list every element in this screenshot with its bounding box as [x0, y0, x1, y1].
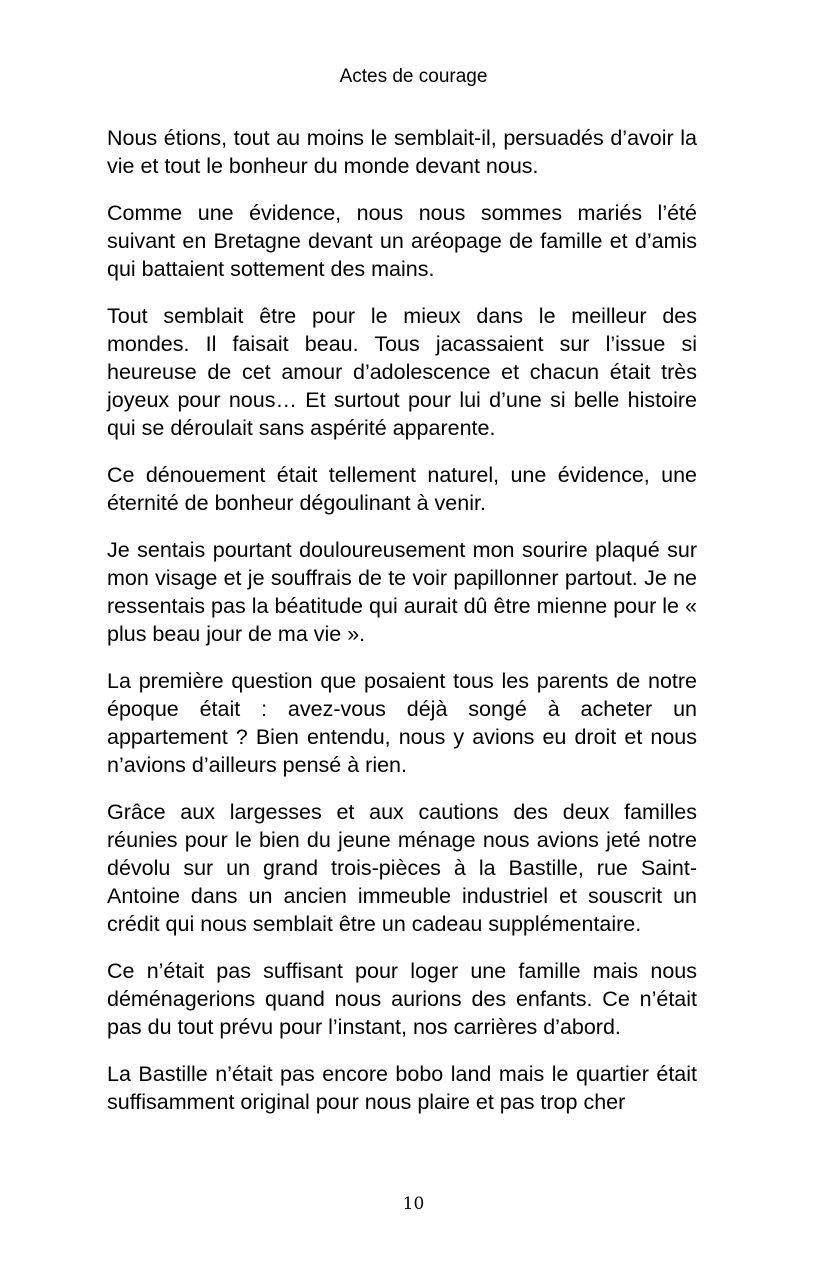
paragraph: Je sentais pourtant douloureusement mon sourire plaqué sur mon visage et je souffrais de te voir papillonner partout. Je ne ressentais pas la béatitude qui aurait dû être mienne pour le « plus beau jour de ma vie ».: [107, 538, 697, 646]
page-number: 10: [402, 1194, 425, 1214]
body-text: [107, 124, 697, 1116]
paragraph: Comme une évidence, nous nous sommes mariés l’été suivant en Bretagne devant un aréopage de famille et d’amis qui battaient sottement des mains.: [107, 201, 697, 281]
running-header-title: Actes de courage: [339, 66, 488, 87]
paragraph: Nous étions, tout au moins le semblait-il, persuadés d’avoir la vie et tout le bonheur du monde devant nous.: [107, 126, 697, 178]
paragraph: Grâce aux largesses et aux cautions des deux familles réunies pour le bien du jeune ménage nous avions jeté notre dévolu sur un grand trois-pièces à la Bastille, rue Saint-Antoine dans un ancien immeuble industriel et souscrit un crédit qui nous semblait être un cadeau supplémentaire.: [107, 800, 697, 936]
paragraph: Ce n’était pas suffisant pour loger une famille mais nous déménagerions quand nous aurions des enfants. Ce n’était pas du tout prévu pour l’instant, nos carrières d’abord.: [107, 959, 697, 1039]
paragraph: La première question que posaient tous les parents de notre époque était : avez-vous déjà songé à acheter un appartement ? Bien entendu, nous y avions eu droit et nous n’avions d’ailleurs pensé à rien.: [107, 669, 697, 777]
paragraph: Ce dénouement était tellement naturel, une évidence, une éternité de bonheur dégoulinant à venir.: [107, 463, 697, 515]
paragraph-continued: La Bastille n’était pas encore bobo land mais le quartier était suffisamment original pour nous plaire et pas trop cher: [107, 1062, 697, 1114]
paragraph: Tout semblait être pour le mieux dans le meilleur des mondes. Il faisait beau. Tous jacassaient sur l’issue si heureuse de cet amour d’adolescence et chacun était très joyeux pour nous… Et surtout pour lui d’une si belle histoire qui se déroulait sans aspérité apparente.: [107, 304, 697, 440]
